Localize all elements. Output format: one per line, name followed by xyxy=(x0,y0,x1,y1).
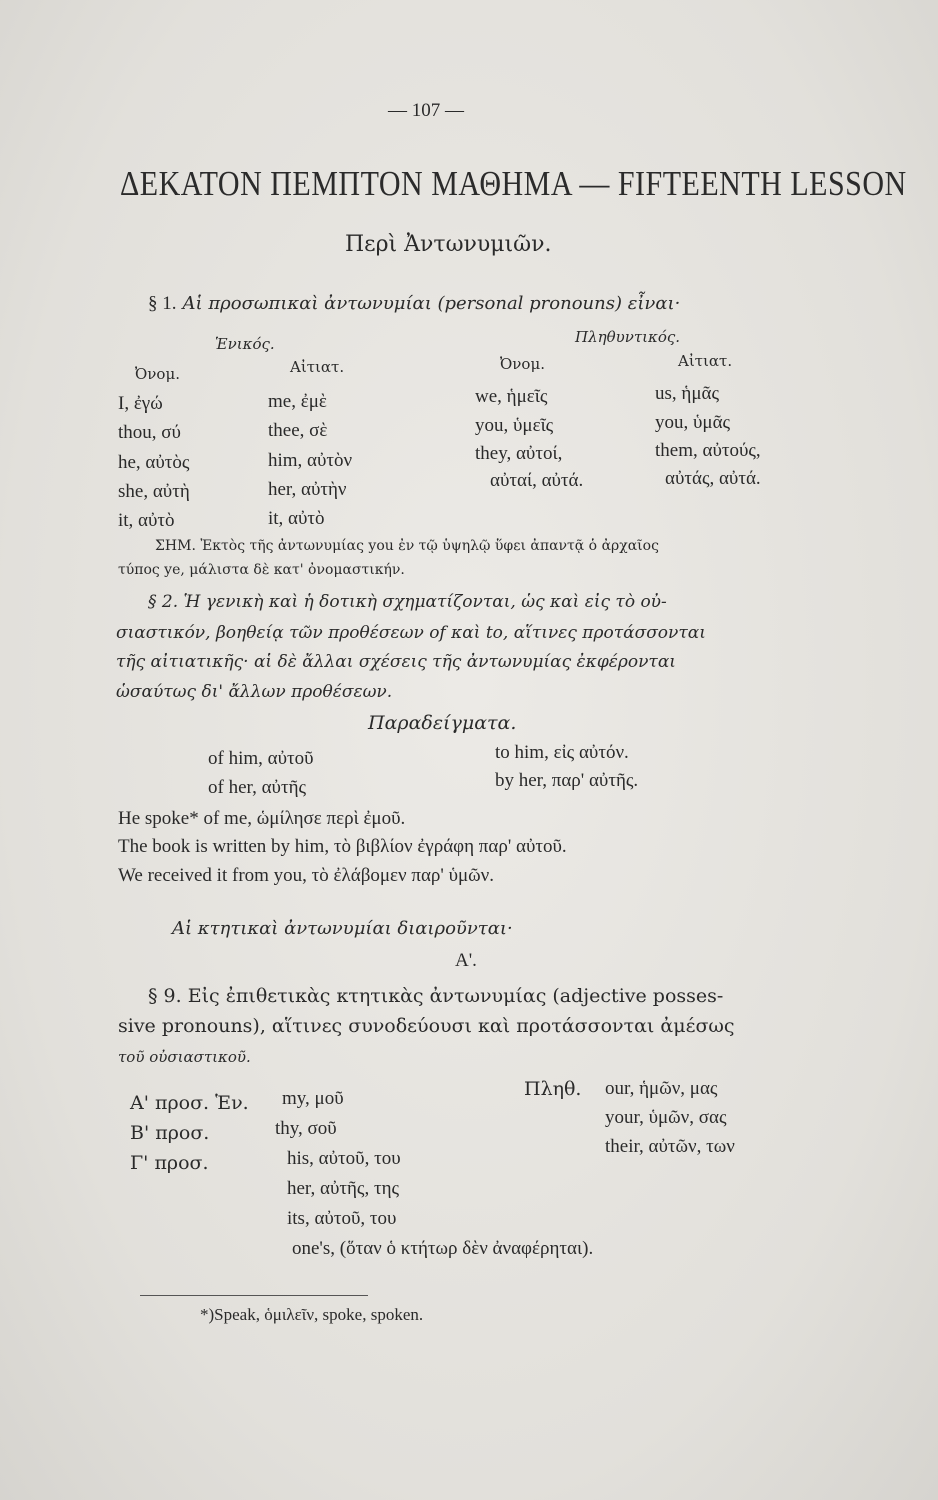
example-right-1: by her, παρ' αὐτῆς. xyxy=(495,770,639,791)
plur-poss-0: our, ἡμῶν, μας xyxy=(605,1078,718,1099)
page-number: — 107 — xyxy=(388,100,464,121)
section9-line2: sive pronouns), αἵτινες συνοδεύουσι καὶ προτάσσονται ἀμέσως xyxy=(118,1015,735,1037)
example-sentence-2: We received it from you, τὸ ἐλάβομεν παρ' ὑμῶν. xyxy=(118,865,495,886)
example-right-0: to him, εἰς αὐτόν. xyxy=(495,742,629,763)
sing-nom-4: it, αὐτὸ xyxy=(118,510,175,531)
sing-nom-2: he, αὐτὸς xyxy=(118,452,190,473)
sing-poss-4: its, αὐτοῦ, του xyxy=(287,1208,397,1229)
singular-col-acc: Αἰτιατ. xyxy=(290,358,345,376)
section2-line3: τῆς αἰτιατικῆς· αἱ δὲ ἄλλαι σχέσεις τῆς ἀντωνυμίας ἐκφέρονται xyxy=(116,652,676,672)
sing-poss-5: one's, (ὅταν ὁ κτήτωρ δὲν ἀναφέρηται). xyxy=(292,1238,594,1259)
example-sentence-1: The book is written by him, τὸ βιβλίον ἐγράφη παρ' αὐτοῦ. xyxy=(118,836,567,857)
example-left-1: of her, αὐτῆς xyxy=(208,777,307,798)
sing-acc-4: it, αὐτὸ xyxy=(268,508,325,529)
plur-nom-2: they, αὐτοί, xyxy=(475,443,563,464)
lesson-title: ΔΕΚΑΤΟΝ ΠΕΜΠΤΟΝ ΜΑΘΗΜΑ — FIFTEENTH LESSON xyxy=(120,165,907,203)
singular-label: Ἑνικός. xyxy=(215,335,275,353)
sing-poss-0: my, μοῦ xyxy=(282,1088,344,1109)
sing-poss-1: thy, σοῦ xyxy=(275,1118,337,1139)
plur-poss-2: their, αὐτῶν, των xyxy=(605,1136,735,1157)
plural-col-nom: Ὀνομ. xyxy=(500,355,545,373)
person-3: Γ' προσ. xyxy=(130,1152,209,1174)
person-2: Β' προσ. xyxy=(130,1122,210,1144)
section2-line2: σιαστικόν, βοηθείᾳ τῶν προθέσεων of καὶ to, αἵτινες προτάσσονται xyxy=(116,623,706,643)
singular-col-nom: Ὀνομ. xyxy=(135,365,180,383)
sing-nom-3: she, αὐτὴ xyxy=(118,481,190,502)
note-line1: ΣΗΜ. Ἐκτὸς τῆς ἀντωνυμίας you ἐν τῷ ὑψηλῷ ὕφει ἀπαντᾷ ὁ ἀρχαῖος xyxy=(155,538,659,554)
footnote-divider xyxy=(140,1295,368,1296)
example-left-0: of him, αὐτοῦ xyxy=(208,748,314,769)
footnote: *)Speak, ὁμιλεῖν, spoke, spoken. xyxy=(200,1305,424,1324)
sing-acc-0: me, ἐμὲ xyxy=(268,391,327,412)
plur-nom-0: we, ἡμεῖς xyxy=(475,386,548,407)
section1-line xyxy=(148,292,680,315)
sing-acc-1: thee, σὲ xyxy=(268,420,328,441)
sing-poss-3: her, αὐτῆς, της xyxy=(287,1178,400,1199)
section9-line1: § 9. Εἰς ἐπιθετικὰς κτητικὰς ἀντωνυμίας (adjective posses- xyxy=(148,985,724,1007)
plur-acc-2: them, αὐτούς, xyxy=(655,440,761,461)
plural-col-acc: Αἰτιατ. xyxy=(678,352,733,370)
person-1: Α' προσ. Ἑν. xyxy=(130,1092,249,1114)
note-line2: τύπος ye, μάλιστα δὲ κατ' ὀνομαστικήν. xyxy=(118,562,405,578)
examples-heading: Παραδείγματα. xyxy=(368,712,517,734)
plur-nom-1: you, ὑμεῖς xyxy=(475,415,554,436)
part-a: Α'. xyxy=(455,950,477,971)
plur-acc-0: us, ἡμᾶς xyxy=(655,383,719,404)
plural-poss-label: Πληθ. xyxy=(524,1078,582,1100)
section1-marker: § 1. xyxy=(148,293,177,314)
section2-line1: § 2. Ἡ γενικὴ καὶ ἡ δοτικὴ σχηματίζονται, ὡς καὶ εἰς τὸ οὐ- xyxy=(148,592,667,612)
section1-text: Αἱ προσωπικαὶ ἀντωνυμίαι (personal pronouns) εἶναι· xyxy=(182,293,681,314)
plural-label: Πληθυντικός. xyxy=(575,328,681,346)
plur-acc-1: you, ὑμᾶς xyxy=(655,412,731,433)
example-sentence-0: He spoke* of me, ὡμίλησε περὶ ἐμοῦ. xyxy=(118,808,406,829)
plur-nom-3: αὐταί, αὐτά. xyxy=(490,470,584,491)
plur-poss-1: your, ὑμῶν, σας xyxy=(605,1107,727,1128)
subtitle: Περὶ Ἀντωνυμιῶν. xyxy=(345,232,552,257)
sing-acc-2: him, αὐτὸν xyxy=(268,450,353,471)
possessive-intro: Αἱ κτητικαὶ ἀντωνυμίαι διαιροῦνται· xyxy=(172,918,513,939)
sing-nom-0: I, ἐγώ xyxy=(118,393,163,414)
sing-nom-1: thou, σύ xyxy=(118,422,181,443)
sing-poss-2: his, αὐτοῦ, του xyxy=(287,1148,401,1169)
plur-acc-3: αὐτάς, αὐτά. xyxy=(665,468,761,489)
section9-line3: τοῦ οὐσιαστικοῦ. xyxy=(118,1048,251,1066)
sing-acc-3: her, αὐτὴν xyxy=(268,479,347,500)
section2-line4: ὡσαύτως δι' ἄλλων προθέσεων. xyxy=(116,682,393,702)
